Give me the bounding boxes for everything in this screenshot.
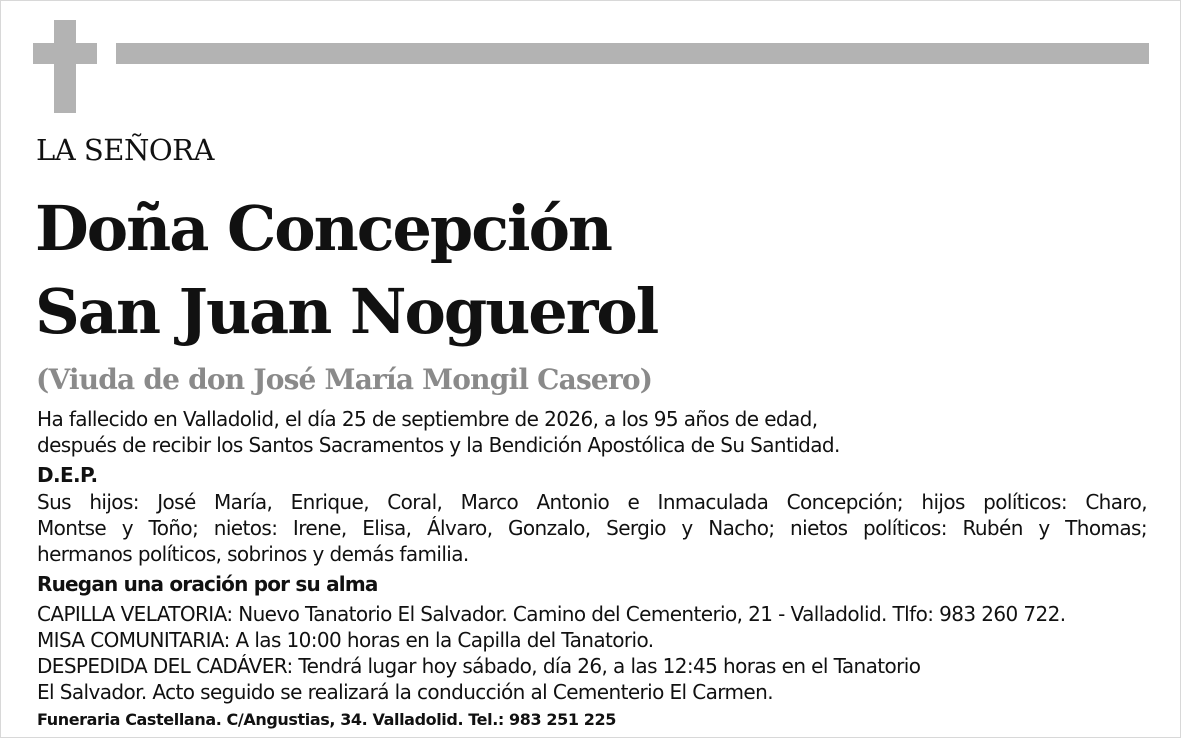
service-details: [37, 601, 1147, 705]
cross-icon: [54, 20, 76, 113]
funeral-home-footer: Funeraria Castellana. C/Angustias, 34. Valladolid. Tel.: 983 251 225: [37, 710, 616, 729]
death-announcement: [37, 406, 1147, 458]
dep-label: D.E.P.: [37, 463, 98, 487]
pre-title: LA SEÑORA: [36, 133, 214, 167]
family-line: Montse y Toño; nietos: Irene, Elisa, Álvaro, Gonzalo, Sergio y Nacho; nietos políticos: Rubén y Thomas;: [37, 516, 1147, 540]
deceased-name-line-1: Doña Concepción: [35, 192, 612, 265]
widow-subtitle: (Viuda de don José María Mongil Casero): [36, 363, 653, 396]
family-line: hermanos políticos, sobrinos y demás familia.: [37, 542, 469, 566]
family-line: Sus hijos: José María, Enrique, Coral, Marco Antonio e Inmaculada Concepción; hijos políticos: Charo,: [37, 490, 1147, 514]
service-line: CAPILLA VELATORIA: Nuevo Tanatorio El Salvador. Camino del Cementerio, 21 - Valladolid. Tlfo: 983 260 722.: [37, 602, 1066, 626]
death-line: Ha fallecido en Valladolid, el día 25 de septiembre de 2026, a los 95 años de edad,: [37, 407, 818, 431]
header-rule: [116, 43, 1149, 64]
cross-icon-bar: [33, 43, 97, 64]
service-line: DESPEDIDA DEL CADÁVER: Tendrá lugar hoy sábado, día 26, a las 12:45 horas en el Tanatorio: [37, 654, 921, 678]
death-line: después de recibir los Santos Sacramentos y la Bendición Apostólica de Su Santidad.: [37, 433, 840, 457]
service-line: El Salvador. Acto seguido se realizará la conducción al Cementerio El Carmen.: [37, 680, 773, 704]
prayer-request: Ruegan una oración por su alma: [37, 572, 378, 596]
deceased-name-line-2: San Juan Noguerol: [35, 275, 658, 348]
family-list: [37, 489, 1147, 567]
service-line: MISA COMUNITARIA: A las 10:00 horas en la Capilla del Tanatorio.: [37, 628, 654, 652]
